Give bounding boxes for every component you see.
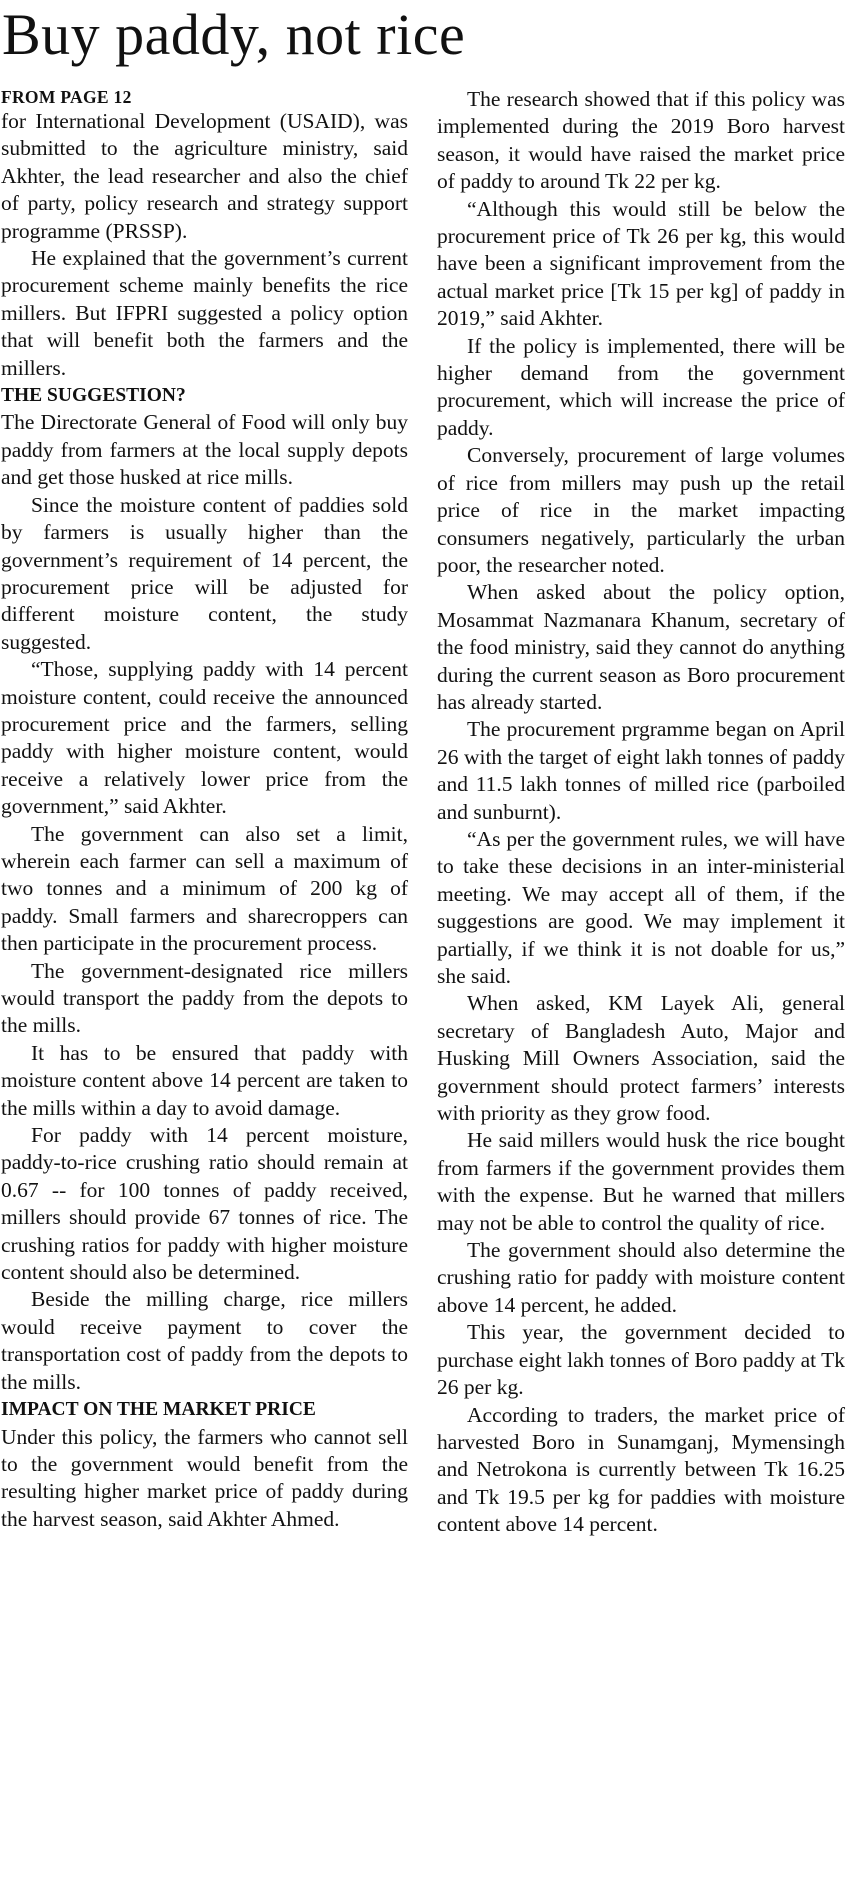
paragraph: He explained that the government’s current procurement scheme mainly benefits the rice millers. But IFPRI suggested a policy option that will benefit both the farmers and the millers. <box>1 246 408 380</box>
paragraph: For paddy with 14 percent moisture, paddy-to-rice crushing ratio should remain at 0.67 -- for 100 tonnes of paddy received, millers should provide 67 tonnes of rice. The crushing ratios for paddy with higher moisture content should also be determined. <box>1 1123 408 1285</box>
paragraph: According to traders, the market price of harvested Boro in Sunamganj, Mymensingh and Netrokona is currently between Tk 16.25 and Tk 19.5 per kg for paddies with moisture content above 14 percent. <box>437 1402 845 1537</box>
paragraph: “Although this would still be below the procurement price of Tk 26 per kg, this would have been a significant improvement from the actual market price [Tk 15 per kg] of paddy in 2019,” said Akhter. <box>437 196 845 331</box>
paragraph: It has to be ensured that paddy with moisture content above 14 percent are taken to the mills within a day to avoid damage. <box>1 1040 408 1120</box>
paragraph: “As per the government rules, we will have to take these decisions in an inter-ministerial meeting. We may accept all of them, if the suggestions are good. We may implement it partially, if we think it is not doable for us,” she said. <box>437 826 845 988</box>
paragraph: This year, the government decided to purchase eight lakh tonnes of Boro paddy at Tk 26 per kg. <box>437 1320 846 1400</box>
paragraph: for International Development (USAID), was submitted to the agriculture ministry, said Akhter, the lead researcher and also the chief of party, policy research and strategy support programme (PRSSP). <box>1 109 408 243</box>
paragraph: If the policy is implemented, there will be higher demand from the government procurement, which will increase the price of paddy. <box>437 333 845 440</box>
article-column-left <box>1 86 408 1533</box>
subheading-suggestion: THE SUGGESTION? <box>1 385 186 407</box>
paragraph: He said millers would husk the rice bought from farmers if the government provides them with the expense. But he warned that millers may not be able to control the quality of rice. <box>437 1128 845 1235</box>
paragraph: The government should also determine the crushing ratio for paddy with moisture content above 14 percent, he added. <box>437 1238 845 1317</box>
paragraph: The government-designated rice millers would transport the paddy from the depots to the mills. <box>1 958 408 1038</box>
dateline: FROM PAGE 12 <box>1 87 132 107</box>
paragraph: The Directorate General of Food will only buy paddy from farmers at the local supply depots and get those husked at rice mills. <box>1 410 408 490</box>
article-column-right <box>437 86 845 1539</box>
paragraph: “Those, supplying paddy with 14 percent moisture content, could receive the announced procurement price and the farmers, selling paddy with higher moisture content, would receive a relatively lower price from the government,” said Akhter. <box>1 657 408 819</box>
paragraph: When asked about the policy option, Mosammat Nazmanara Khanum, secretary of the food ministry, said they cannot do anything during the current season as Boro procurement has already started. <box>437 580 845 714</box>
paragraph: Conversely, procurement of large volumes of rice from millers may push up the retail price of rice in the market impacting consumers negatively, particularly the urban poor, the researcher noted. <box>437 443 845 577</box>
paragraph: The research showed that if this policy was implemented during the 2019 Boro harvest season, it would have raised the market price of paddy to around Tk 22 per kg. <box>437 87 845 194</box>
headline: Buy paddy, not rice <box>2 2 466 67</box>
paragraph: Since the moisture content of paddies sold by farmers is usually higher than the government’s requirement of 14 percent, the procurement price will be adjusted for different moisture content, the study suggested. <box>1 492 408 654</box>
paragraph: The government can also set a limit, wherein each farmer can sell a maximum of two tonnes and a minimum of 200 kg of paddy. Small farmers and sharecroppers can then participate in the procurement process. <box>1 821 408 956</box>
paragraph: Beside the milling charge, rice millers would receive payment to cover the transportation cost of paddy from the depots to the mills. <box>1 1287 408 1394</box>
subheading-market-price: IMPACT ON THE MARKET PRICE <box>1 1399 316 1421</box>
paragraph: Under this policy, the farmers who cannot sell to the government would benefit from the resulting higher market price of paddy during the harvest season, said Akhter Ahmed. <box>1 1424 408 1531</box>
paragraph: When asked, KM Layek Ali, general secretary of Bangladesh Auto, Major and Husking Mill Owners Association, said the government should protect farmers’ interests with priority as they grow food. <box>437 991 845 1126</box>
paragraph: The procurement prgramme began on April 26 with the target of eight lakh tonnes of paddy and 11.5 lakh tonnes of milled rice (parboiled and sunburnt). <box>437 717 845 824</box>
